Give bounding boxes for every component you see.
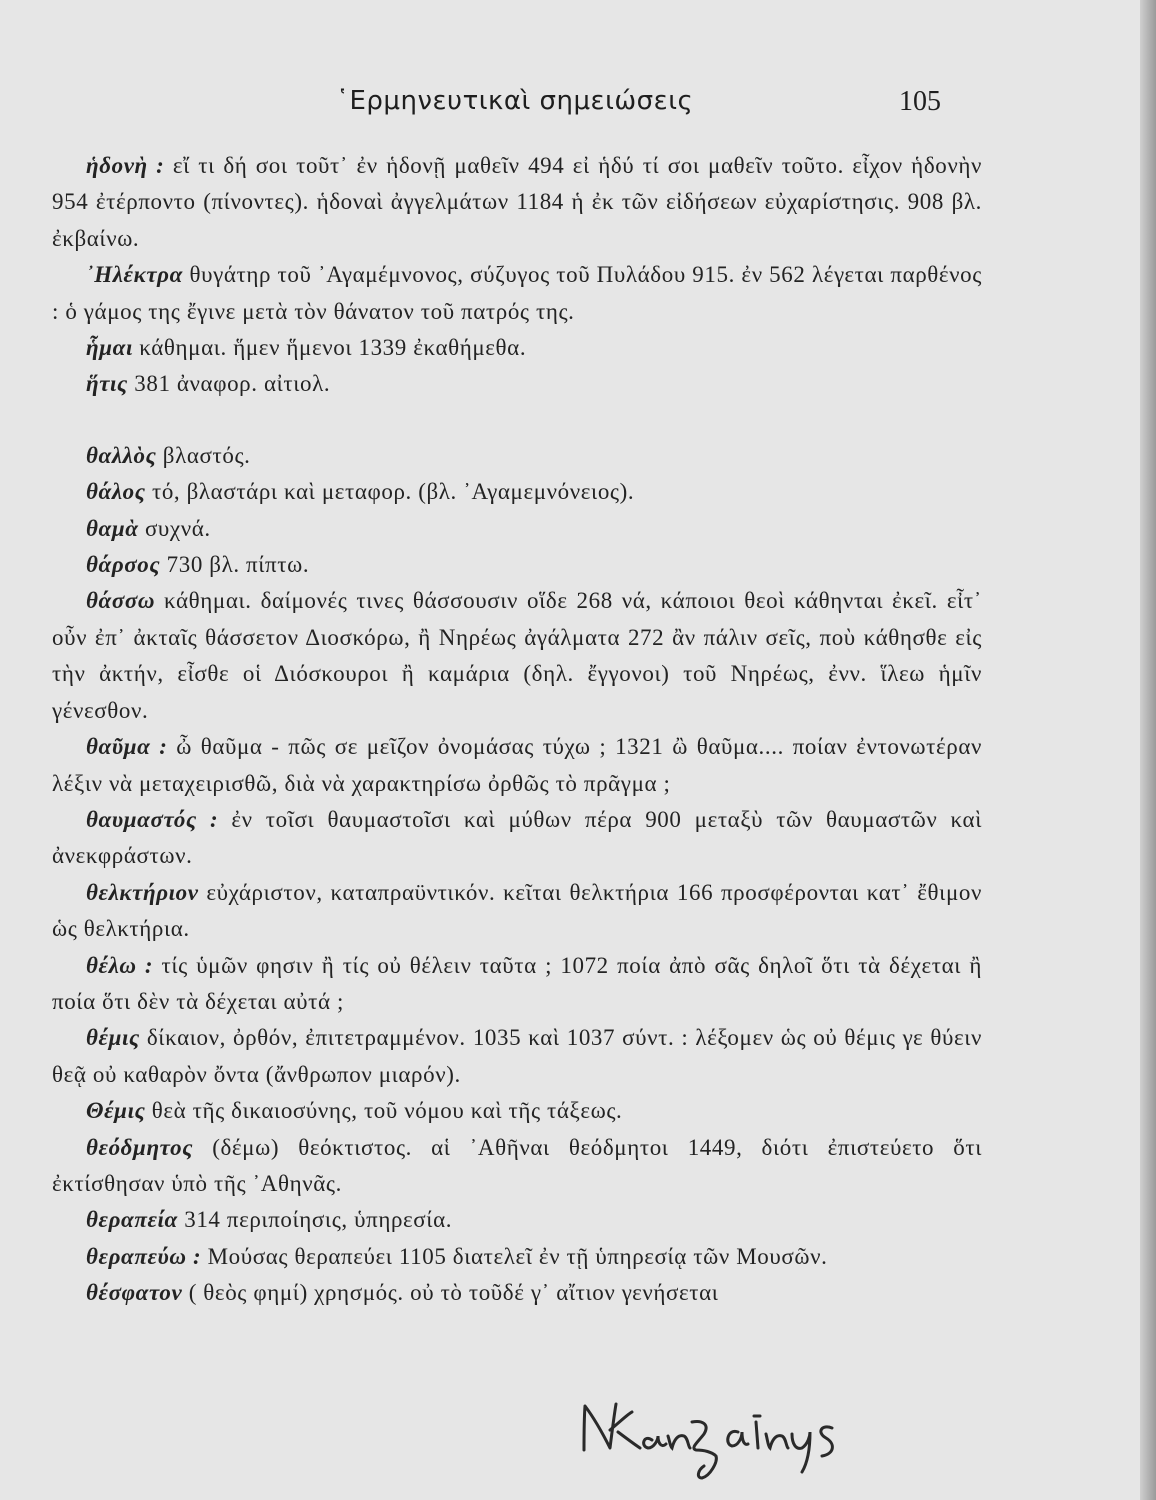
entry-lemma: θάρσος <box>86 552 161 578</box>
glossary-entry <box>52 948 982 1021</box>
entry-lemma: θέμις <box>86 1025 140 1051</box>
entry-lemma: θάσσω <box>86 588 156 614</box>
entry-text: θυγάτηρ τοῦ ᾽Αγαμέμνονος, σύζυγος τοῦ Πυλάδου 915. ἐν 562 λέγεται παρθένος : ὁ γάμος της ἔγινε μετὰ τὸν θάνατον τοῦ πατρός της. <box>52 262 982 324</box>
entry-lemma: θαλλὸς <box>86 442 157 468</box>
entry-lemma: ἧμαι <box>86 335 133 361</box>
glossary-entry <box>52 438 982 474</box>
page-number: 105 <box>899 86 941 117</box>
entry-text: κάθημαι. ἥμεν ἥμενοι 1339 ἐκαθήμεθα. <box>139 335 527 361</box>
glossary-body <box>52 148 982 1312</box>
entry-text: βλαστός. <box>162 442 251 468</box>
entry-text: (δέμω) θεόκτιστος. αἱ ᾽Αθῆναι θεόδμητοι 1449, διότι ἐπιστεύετο ὅτι ἐκτίσθησαν ὑπὸ τῆς ᾽Αθηνᾶς. <box>52 1134 982 1196</box>
entry-lemma: ᾽Ηλέκτρα <box>86 262 183 288</box>
entry-text: εἴ τι δή σοι τοῦτ᾽ ἐν ἡδονῇ μαθεῖν 494 εἰ ἡδύ τί σοι μαθεῖν τοῦτο. εἶχον ἡδονὴν 954 ἐτέρποντο (πίνοντες). ἡδοναὶ ἀγγελμάτων 1184 ἡ ἐκ τῶν εἰδήσεων εὐχαρίστησις. 908 βλ. ἐκβαίνω. <box>52 153 982 251</box>
entry-lemma: ἡδονὴ : <box>86 153 165 178</box>
entry-lemma: θάλος <box>86 479 146 505</box>
running-title: ῾Ερμηνευτικαὶ σημειώσεις <box>336 86 694 116</box>
entry-lemma: θαυμαστός : <box>86 806 219 832</box>
entry-text: κάθημαι. δαίμονές τινες θάσσουσιν οἵδε 268 νά, κάποιοι θεοὶ κάθηνται ἐκεῖ. εἶτ᾽ οὖν ἐπ᾽ ἀκταῖς θάσσετον Διοσκόρω, ἢ Νηρέως ἀγάλματα 272 ἂν πάλιν σεῖς, ποὺ κάθησθε εἰς τὴν ἀκτήν, εἶσθε οἱ Διόσκουροι ἢ καμάρια (δηλ. ἔγγονοι) τοῦ Νηρέως, ἐνν. ἵλεω ἡμῖν γένεσθον. <box>52 588 982 723</box>
entry-lemma: θαμὰ <box>86 515 139 541</box>
glossary-entry <box>52 330 982 366</box>
glossary-entry <box>52 511 982 547</box>
entry-lemma: θεραπεία <box>86 1207 178 1233</box>
entry-lemma: θεόδμητος <box>86 1134 194 1160</box>
entry-text: τό, βλαστάρι καὶ μεταφορ. (βλ. ᾽Αγαμεμνόνειος). <box>151 479 635 505</box>
glossary-entry <box>52 1093 982 1129</box>
entry-text: 381 ἀναφορ. αἰτιολ. <box>134 371 331 397</box>
entry-text: συχνά. <box>144 515 211 541</box>
entry-lemma: θαῦμα : <box>86 734 168 760</box>
glossary-entry <box>52 148 982 257</box>
entry-lemma: Θέμις <box>86 1098 146 1124</box>
entry-text: εὐχάριστον, καταπραϋντικόν. κεῖται θελκτήρια 166 προσφέρονται κατ᾽ ἔθιμον ὡς θελκτήρια. <box>52 879 982 942</box>
entry-text: δίκαιον, ὀρθόν, ἐπιτετραμμένον. 1035 καὶ 1037 σύντ. : λέξομεν ὡς οὐ θέμις γε θύειν θεᾷ οὐ καθαρὸν ὄντα (ἄνθρωπον μιαρόν). <box>52 1025 982 1087</box>
glossary-entry <box>52 474 982 510</box>
glossary-entry <box>52 1275 982 1311</box>
entry-text: ἐν τοῖσι θαυμαστοῖσι καὶ μύθων πέρα 900 μεταξὺ τῶν θαυμαστῶν καὶ ἀνεκφράστων. <box>52 806 982 869</box>
glossary-entry <box>52 729 982 802</box>
entry-lemma: θελκτήριον <box>86 879 199 905</box>
glossary-entry <box>52 802 982 875</box>
entry-text: Μούσας θεραπεύει 1105 διατελεῖ ἐν τῇ ὑπηρεσίᾳ τῶν Μουσῶν. <box>207 1243 828 1269</box>
page-header <box>0 86 1156 126</box>
entry-text: τίς ὑμῶν φησιν ἢ τίς οὐ θέλειν ταῦτα ; 1072 ποία ἀπὸ σᾶς δηλοῖ ὅτι τὰ δέχεται ἢ ποία ὅτι δὲν τὰ δέχεται αὐτά ; <box>52 952 982 1014</box>
entry-text: 314 περιποίησις, ὑπηρεσία. <box>184 1207 453 1233</box>
page-edge-shadow <box>1140 0 1156 1500</box>
entry-lemma: θέσφατον <box>86 1280 183 1306</box>
glossary-entry <box>52 1202 982 1238</box>
glossary-entry <box>52 366 982 402</box>
glossary-entry <box>52 257 982 330</box>
glossary-entry <box>52 1020 982 1093</box>
entry-lemma: ἥτις <box>86 371 128 397</box>
entry-text: ὦ θαῦμα - πῶς σε μεῖζον ὀνομάσας τύχω ; 1321 ὢ θαῦμα.... ποίαν ἐντονωτέραν λέξιν νὰ μεταχειρισθῶ, διὰ νὰ χαρακτηρίσω ὀρθῶς τὸ πρᾶγμα ; <box>52 734 982 796</box>
entry-text: ( θεὸς φημί) χρησμός. οὐ τὸ τοῦδέ γ᾽ αἴτιον γενήσεται <box>188 1280 719 1306</box>
handwritten-signature <box>570 1392 870 1482</box>
glossary-entry <box>52 583 982 729</box>
glossary-entry <box>52 875 982 948</box>
entry-text: θεὰ τῆς δικαιοσύνης, τοῦ νόμου καὶ τῆς τάξεως. <box>151 1098 623 1124</box>
glossary-entry <box>52 1130 982 1203</box>
glossary-entry <box>52 1239 982 1275</box>
entry-lemma: θέλω : <box>86 952 154 978</box>
glossary-entry <box>52 547 982 583</box>
entry-lemma: θεραπεύω : <box>86 1243 202 1269</box>
entry-text: 730 βλ. πίπτω. <box>166 552 310 578</box>
